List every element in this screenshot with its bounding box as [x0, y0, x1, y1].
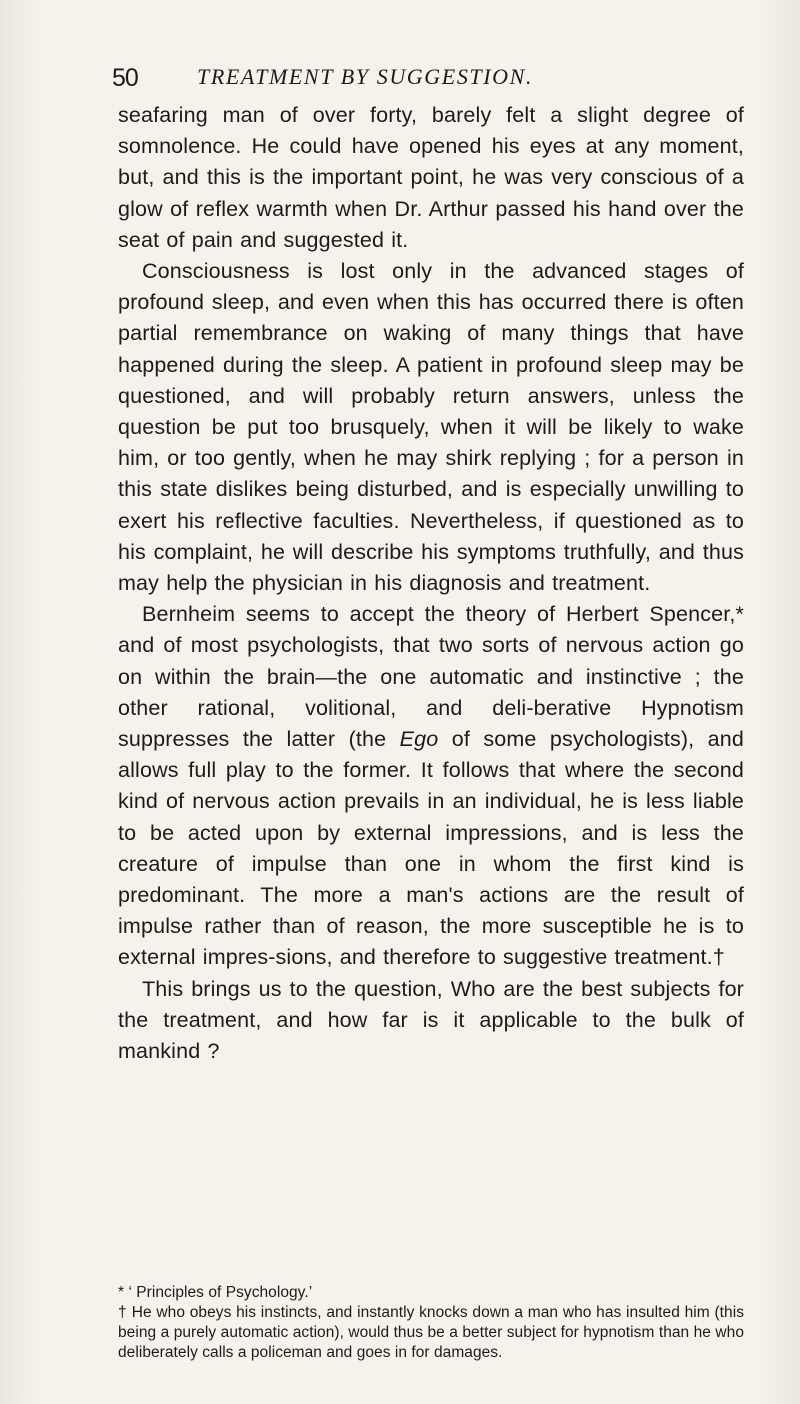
paragraph-bernheim-part1: Bernheim seems to accept the theory of Herbert Spencer,* and of most psychologists, that two sorts of nervous action go on within the brain—the one automatic and instinctive ; the other rational, volitional, and deli-berative Hypnotism suppresses the latter (the [118, 602, 744, 752]
footnote-star: * ‘ Principles of Psychology.’ [118, 1284, 313, 1301]
footnote-dagger: † He who obeys his instincts, and instantly knocks down a man who has insulted him (this being a purely automatic action), would thus be a better subject for hypnotism than he who deliberately calls a policeman and goes in for damages. [118, 1304, 744, 1361]
footnotes [118, 1283, 744, 1363]
running-head [112, 58, 752, 92]
paragraph-question: This brings us to the question, Who are the best subjects for the treatment, and how far is it applicable to the bulk of mankind ? [118, 976, 744, 1064]
paragraph-bernheim-ego: Ego [399, 727, 439, 752]
body-text [118, 100, 744, 1067]
running-title: TREATMENT BY SUGGESTION. [197, 64, 534, 89]
paragraph-bernheim-part2: of some psychologists), and allows full play to the former. It follows that where the second kind of nervous action prevails in an individual, he is less liable to be acted upon by external impressions, and is less the creature of impulse than one in whom the first kind is predominant. The more a man's actions are the result of impulse rather than of reason, the more susceptible he is to external impres-sions, and therefore to suggestive treatment.† [118, 727, 745, 970]
paragraph-bernheim [118, 599, 744, 973]
paragraph-consciousness: Consciousness is lost only in the advanced stages of profound sleep, and even when this has occurred there is often partial remembrance on waking of many things that have happened during the sleep. A patient in profound sleep may be questioned, and will probably return answers, unless the question be put too brusquely, when it will be likely to wake him, or too gently, when he may shirk replying ; for a person in this state dislikes being disturbed, and is especially unwilling to exert his reflective faculties. Nevertheless, if questioned as to his complaint, he will describe his symptoms truthfully, and thus may help the physician in his diagnosis and treatment. [118, 259, 744, 596]
paragraph-continued: seafaring man of over forty, barely felt a slight degree of somnolence. He could have opened his eyes at any moment, but, and this is the important point, he was very conscious of a glow of reflex warmth when Dr. Arthur passed his hand over the seat of pain and suggested it. [118, 103, 744, 252]
page-number: 50 [112, 64, 138, 92]
